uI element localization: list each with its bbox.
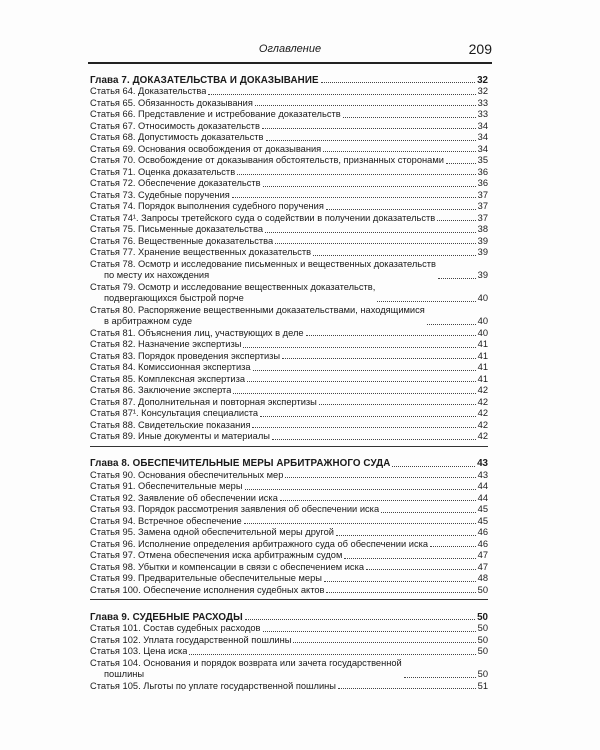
toc-entry-page: 42 (477, 396, 488, 407)
dot-leader (189, 654, 475, 655)
toc-entry-label (90, 397, 317, 409)
toc-entry-page: 37 (477, 201, 488, 211)
toc-entry-page: 42 (477, 408, 488, 418)
toc-entry-continuation: в арбитражном суде (104, 316, 193, 326)
toc-entry-page: 43 (477, 469, 488, 480)
dot-leader (427, 324, 476, 325)
toc-entry-page: 42 (477, 419, 488, 430)
toc-entry-title: Статья 105. Льготы по уплате государственной пошлины (90, 680, 336, 691)
dot-leader (245, 489, 476, 490)
toc-entry-label (90, 493, 278, 505)
toc-entry-page: 47 (477, 561, 488, 572)
toc-entry-label (90, 190, 230, 202)
toc-entry-title: Статья 90. Основания обеспечительных мер (90, 469, 284, 480)
toc-article-entry[interactable] (90, 339, 488, 351)
toc-article-entry[interactable] (90, 328, 488, 340)
dot-leader (266, 140, 476, 141)
toc-entry-title: Статья 77. Хранение вещественных доказательств (90, 247, 312, 257)
toc-entry-page: 33 (477, 97, 488, 108)
toc-entry-label (90, 420, 250, 432)
toc-entry-page: 39 (477, 247, 488, 257)
toc-entry-title: Статья 104. Основания и порядок возврата или зачета государственной (90, 657, 402, 668)
toc-article-entry[interactable] (90, 635, 488, 647)
dot-leader (255, 105, 476, 106)
toc-entry-continuation: по месту их нахождения (104, 270, 210, 280)
toc-entry-label (90, 201, 324, 213)
toc-entry-label (90, 86, 206, 98)
dot-leader (437, 220, 475, 221)
toc-entry-page: 37 (477, 212, 488, 223)
toc-article-entry[interactable] (90, 305, 488, 328)
dot-leader (263, 631, 476, 632)
toc-entry-title: Статья 74¹. Запросы третейского суда о содействии в получении доказательств (90, 212, 436, 223)
toc-article-entry[interactable] (90, 562, 488, 574)
toc-entry-label (90, 155, 444, 167)
toc-entry-title: Статья 73. Судебные поручения (90, 189, 230, 200)
toc-article-entry[interactable] (90, 470, 488, 482)
toc-article-entry[interactable] (90, 167, 488, 179)
toc-entry-title: Статья 64. Доказательства (90, 86, 207, 96)
dot-leader (404, 677, 476, 678)
toc-entry-title: Статья 99. Предварительные обеспечительные меры (90, 573, 322, 583)
dot-leader (323, 151, 475, 152)
page-number: 209 (468, 41, 492, 57)
toc-entry-label (90, 339, 241, 351)
toc-article-entry[interactable] (90, 431, 488, 443)
toc-article-entry[interactable] (90, 539, 488, 551)
toc-entry-title: Статья 92. Заявление об обеспечении иска (90, 492, 278, 503)
toc-entry-page: 50 (477, 611, 488, 623)
toc-entry-page: 41 (477, 350, 488, 361)
toc-entry-title: Статья 82. Назначение экспертизы (90, 339, 242, 349)
dot-leader (232, 197, 476, 198)
dot-leader (438, 278, 476, 279)
dot-leader (313, 255, 476, 256)
toc-article-entry[interactable] (90, 397, 488, 409)
dot-leader (324, 581, 476, 582)
toc-entry-page: 45 (477, 515, 488, 526)
toc-entry-page: 38 (477, 224, 488, 234)
toc-entry-label (90, 562, 364, 574)
toc-article-entry[interactable] (90, 201, 488, 213)
toc-article-entry[interactable] (90, 132, 488, 144)
toc-article-entry[interactable] (90, 504, 488, 516)
toc-entry-page: 34 (477, 132, 488, 142)
toc-entry-title: Статья 101. Состав судебных расходов (90, 623, 261, 633)
toc-entry-title: Глава 9. СУДЕБНЫЕ РАСХОДЫ (90, 611, 243, 623)
toc-entry-title: Статья 87¹. Консультация специалиста (90, 408, 259, 418)
toc-entry-title: Статья 69. Основания освобождения от доказывания (90, 143, 322, 154)
toc-entry-label (90, 504, 379, 516)
toc-entry-page: 50 (477, 584, 488, 595)
toc-entry-title: Статья 71. Оценка доказательств (90, 166, 236, 177)
toc-entry-page: 40 (477, 327, 488, 338)
dot-leader (280, 500, 476, 501)
toc-entry-label (90, 167, 235, 179)
toc-entry-title: Статья 66. Представление и истребование доказательств (90, 109, 341, 119)
toc-entry-title: Статья 68. Допустимость доказательств (90, 132, 264, 142)
toc-entry-label (90, 550, 342, 562)
toc-entry-label (90, 635, 291, 647)
toc-entry-page: 32 (477, 86, 488, 96)
toc-entry-label (90, 539, 428, 551)
toc-entry-title: Статья 86. Заключение эксперта (90, 385, 232, 395)
toc-entry-page: 42 (477, 431, 488, 441)
toc-article-entry[interactable] (90, 493, 488, 505)
toc-entry-label (90, 213, 435, 225)
toc-entry-title: Статья 79. Осмотр и исследование вещественных доказательств, (90, 281, 376, 292)
toc-article-entry[interactable] (90, 213, 488, 225)
toc-entry-page: 44 (477, 481, 488, 491)
toc-entry-continuation: подвергающихся быстрой порче (104, 293, 244, 303)
toc-entry-label (90, 259, 436, 282)
toc-entry-title: Статья 78. Осмотр и исследование письменных и вещественных доказательств (90, 258, 436, 269)
toc-entry-label (90, 247, 311, 259)
toc-entry-title: Глава 7. ДОКАЗАТЕЛЬСТВА И ДОКАЗЫВАНИЕ (90, 74, 319, 86)
dot-leader (326, 209, 476, 210)
toc-entry-title: Статья 87. Дополнительная и повторная экспертизы (90, 396, 317, 407)
dot-leader (344, 558, 475, 559)
toc-entry-label (90, 351, 280, 363)
toc-article-entry[interactable] (90, 646, 488, 658)
dot-leader (272, 439, 476, 440)
toc-entry-title: Статья 91. Обеспечительные меры (90, 481, 243, 491)
toc-article-entry[interactable] (90, 516, 488, 528)
toc-article-entry[interactable] (90, 550, 488, 562)
toc-article-entry[interactable] (90, 623, 488, 635)
dot-leader (321, 82, 475, 83)
dot-leader (253, 370, 476, 371)
toc-entry-page: 35 (477, 155, 488, 165)
toc-entry-label (90, 282, 375, 305)
toc-entry-label (90, 305, 425, 328)
toc-entry-title: Статья 96. Исполнение определения арбитражного суда об обеспечении иска (90, 538, 429, 549)
toc-entry-page: 32 (477, 74, 488, 86)
toc-article-entry[interactable] (90, 144, 488, 156)
toc-entry-title: Статья 81. Объяснения лиц, участвующих в деле (90, 327, 304, 338)
toc-article-entry[interactable] (90, 224, 488, 236)
toc-article-entry[interactable] (90, 481, 488, 493)
toc-article-entry[interactable] (90, 351, 488, 363)
toc-chapter-entry[interactable] (90, 450, 488, 470)
toc-entry-page: 34 (477, 120, 488, 131)
toc-article-entry[interactable] (90, 374, 488, 386)
toc-entry-label (90, 408, 258, 420)
header-rule (88, 62, 492, 64)
toc-entry-title: Статья 103. Цена иска (90, 646, 188, 656)
toc-entry-title: Статья 84. Комиссионная экспертиза (90, 362, 251, 372)
toc-entry-page: 43 (477, 458, 488, 469)
toc-entry-title: Статья 100. Обеспечение исполнения судебных актов (90, 584, 325, 595)
dot-leader (319, 404, 476, 405)
toc-chapter-entry[interactable] (90, 66, 488, 86)
toc-entry-label (90, 144, 321, 156)
toc-entry-label (90, 527, 334, 539)
dot-leader (285, 477, 475, 478)
toc-entry-label (90, 481, 243, 493)
toc-entry-title: Статья 88. Свидетельские показания (90, 419, 251, 430)
dot-leader (392, 466, 475, 467)
toc-entry-label (90, 658, 402, 681)
toc-article-entry[interactable] (90, 408, 488, 420)
toc-entry-page: 51 (477, 680, 488, 691)
running-head (88, 41, 492, 61)
toc-article-entry[interactable] (90, 362, 488, 374)
toc-entry-page: 50 (477, 646, 488, 656)
dot-leader (243, 347, 475, 348)
toc-article-entry[interactable] (90, 585, 488, 597)
toc-article-entry[interactable] (90, 573, 488, 585)
toc-entry-label (90, 328, 304, 340)
toc-entry-label (90, 109, 341, 121)
toc-entry-page: 40 (477, 316, 488, 326)
dot-leader (446, 163, 476, 164)
toc-entry-label (90, 458, 390, 470)
toc-entry-title: Статья 102. Уплата государственной пошлины (90, 634, 292, 645)
toc-entry-label (90, 98, 253, 110)
section-divider (90, 446, 488, 447)
toc-entry-label (90, 470, 283, 482)
dot-leader (430, 546, 476, 547)
toc-entry-title: Статья 65. Обязанность доказывания (90, 97, 253, 108)
toc-entry-label (90, 75, 319, 87)
toc-entry-title: Статья 98. Убытки и компенсации в связи с обеспечением иска (90, 561, 365, 572)
toc-article-entry[interactable] (90, 247, 488, 259)
toc-entry-title: Статья 89. Иные документы и материалы (90, 431, 270, 441)
toc-entry-title: Статья 74. Порядок выполнения судебного поручения (90, 201, 324, 211)
toc-entry-label (90, 612, 243, 624)
dot-leader (245, 619, 475, 620)
dot-leader (293, 642, 475, 643)
toc-entry-page: 44 (477, 492, 488, 503)
toc-article-entry[interactable] (90, 109, 488, 121)
table-of-contents (90, 66, 488, 692)
toc-article-entry[interactable] (90, 190, 488, 202)
toc-entry-page: 42 (477, 385, 488, 395)
toc-entry-label (90, 224, 263, 236)
section-divider (90, 599, 488, 600)
toc-entry-label (90, 431, 270, 443)
toc-entry-title: Глава 8. ОБЕСПЕЧИТЕЛЬНЫЕ МЕРЫ АРБИТРАЖНОГО СУДА (90, 458, 391, 469)
dot-leader (366, 569, 476, 570)
toc-article-entry[interactable] (90, 420, 488, 432)
toc-entry-title: Статья 67. Относимость доказательств (90, 120, 260, 131)
toc-article-entry[interactable] (90, 155, 488, 167)
dot-leader (233, 393, 475, 394)
dot-leader (336, 535, 476, 536)
toc-entry-title: Статья 93. Порядок рассмотрения заявления об обеспечении иска (90, 504, 380, 514)
dot-leader (244, 523, 476, 524)
toc-entry-page: 47 (477, 550, 488, 560)
toc-entry-label (90, 585, 324, 597)
running-head-title: Оглавление (258, 43, 322, 55)
toc-entry-label (90, 573, 322, 585)
toc-entry-page: 45 (477, 504, 488, 514)
toc-entry-label (90, 362, 251, 374)
toc-entry-title: Статья 85. Комплексная экспертиза (90, 373, 246, 384)
toc-article-entry[interactable] (90, 282, 488, 305)
dot-leader (265, 232, 476, 233)
toc-entry-page: 46 (477, 527, 488, 537)
toc-entry-label (90, 236, 273, 248)
toc-entry-label (90, 178, 261, 190)
toc-entry-page: 41 (477, 339, 488, 349)
toc-article-entry[interactable] (90, 259, 488, 282)
toc-entry-label (90, 385, 231, 397)
toc-article-entry[interactable] (90, 121, 488, 133)
dot-leader (237, 174, 476, 175)
dot-leader (252, 427, 475, 428)
toc-article-entry[interactable] (90, 178, 488, 190)
toc-entry-title: Статья 80. Распоряжение вещественными доказательствами, находящимися (90, 304, 425, 315)
toc-entry-title: Статья 97. Отмена обеспечения иска арбитражным судом (90, 550, 343, 560)
toc-entry-label (90, 374, 245, 386)
toc-entry-page: 36 (477, 178, 488, 188)
toc-entry-title: Статья 75. Письменные доказательства (90, 224, 264, 234)
toc-entry-page: 40 (477, 293, 488, 303)
dot-leader (282, 358, 476, 359)
toc-entry-label (90, 623, 261, 635)
toc-entry-page: 50 (477, 623, 488, 633)
toc-entry-label (90, 121, 260, 133)
toc-article-entry[interactable] (90, 385, 488, 397)
dot-leader (260, 416, 476, 417)
toc-entry-title: Статья 94. Встречное обеспечение (90, 515, 242, 526)
dot-leader (343, 117, 476, 118)
toc-entry-page: 34 (477, 143, 488, 154)
dot-leader (326, 592, 475, 593)
toc-entry-title: Статья 72. Обеспечение доказательств (90, 178, 261, 188)
toc-article-entry[interactable] (90, 98, 488, 110)
toc-entry-title: Статья 95. Замена одной обеспечительной меры другой (90, 527, 334, 537)
toc-entry-page: 39 (477, 270, 488, 280)
toc-entry-page: 50 (477, 669, 488, 679)
toc-entry-title: Статья 76. Вещественные доказательства (90, 235, 274, 246)
toc-article-entry[interactable] (90, 86, 488, 98)
toc-entry-label (90, 646, 187, 658)
toc-entry-label (90, 516, 242, 528)
toc-entry-page: 41 (477, 362, 488, 372)
dot-leader (381, 512, 476, 513)
toc-article-entry[interactable] (90, 681, 488, 693)
toc-article-entry[interactable] (90, 527, 488, 539)
dot-leader (263, 186, 476, 187)
toc-entry-page: 50 (477, 634, 488, 645)
toc-entry-label (90, 681, 336, 693)
dot-leader (306, 335, 476, 336)
dot-leader (338, 688, 476, 689)
toc-entry-continuation: пошлины (104, 669, 145, 679)
toc-entry-page: 46 (477, 538, 488, 549)
dot-leader (377, 301, 475, 302)
toc-entry-page: 33 (477, 109, 488, 119)
toc-article-entry[interactable] (90, 658, 488, 681)
dot-leader (208, 94, 475, 95)
toc-entry-page: 48 (477, 573, 488, 583)
toc-entry-page: 36 (477, 166, 488, 177)
dot-leader (247, 381, 476, 382)
toc-chapter-entry[interactable] (90, 603, 488, 623)
toc-entry-page: 37 (477, 189, 488, 200)
toc-article-entry[interactable] (90, 236, 488, 248)
toc-entry-title: Статья 83. Порядок проведения экспертизы (90, 350, 281, 361)
toc-entry-label (90, 132, 264, 144)
dot-leader (275, 243, 476, 244)
dot-leader (262, 128, 476, 129)
toc-entry-page: 39 (477, 235, 488, 246)
toc-entry-title: Статья 70. Освобождение от доказывания обстоятельств, признанных сторонами (90, 155, 444, 165)
toc-entry-page: 41 (477, 373, 488, 384)
